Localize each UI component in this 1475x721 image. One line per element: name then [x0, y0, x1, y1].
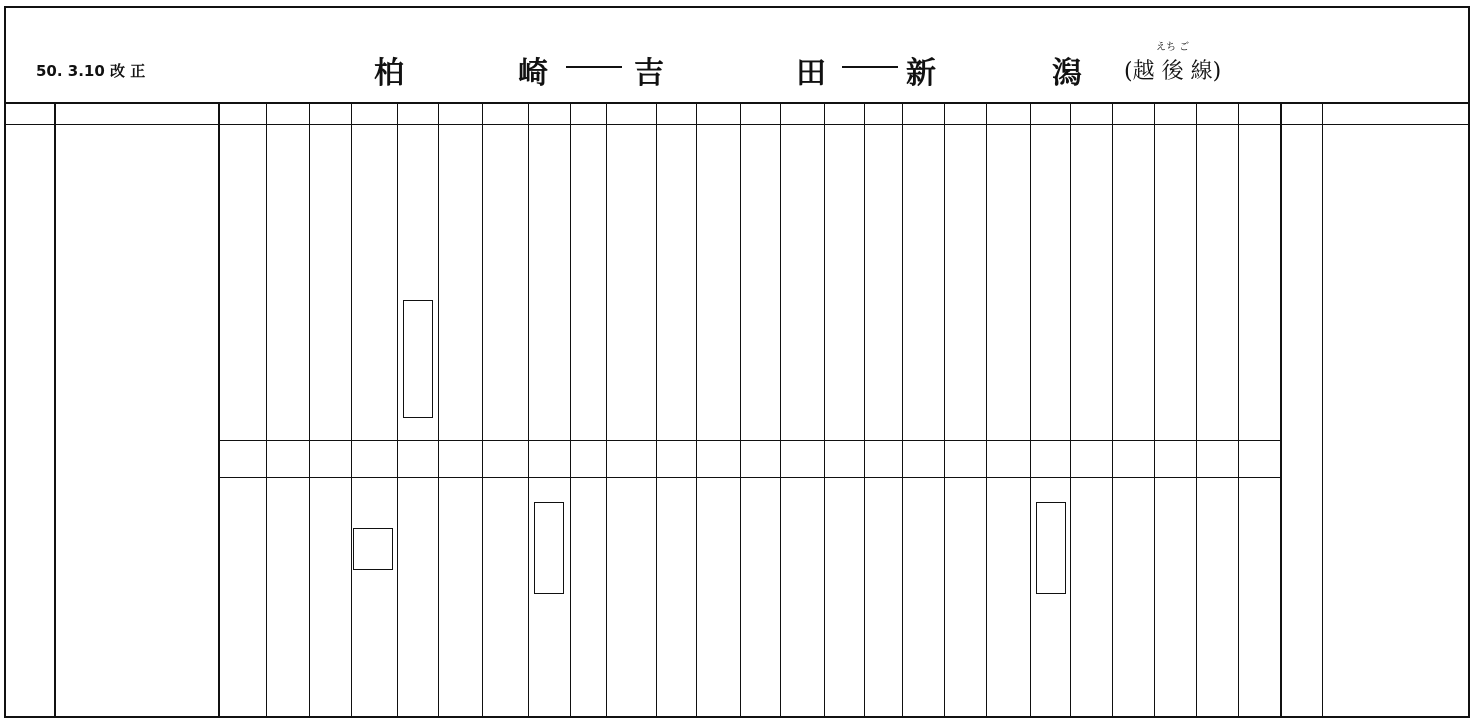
col-divider — [438, 104, 439, 718]
col-divider — [656, 104, 657, 718]
title-dash — [566, 66, 622, 68]
name-divider — [218, 104, 220, 718]
col-divider — [1196, 104, 1197, 718]
holiday-box — [534, 502, 564, 594]
timetable-sheet — [4, 6, 1470, 718]
line-ruby: えち ご — [1156, 42, 1190, 53]
col-divider — [482, 104, 483, 718]
col-divider — [780, 104, 781, 718]
col-divider — [944, 104, 945, 718]
holiday-box — [353, 528, 393, 570]
col-divider — [528, 104, 529, 718]
title-yoshi: 吉 — [634, 56, 664, 91]
col-divider — [351, 104, 352, 718]
col-divider — [397, 104, 398, 718]
col-divider — [1030, 104, 1031, 718]
col-divider — [864, 104, 865, 718]
header-rule — [6, 124, 1468, 125]
line-name: (越 後 線) — [1124, 59, 1222, 84]
yoshida-rule — [218, 440, 1280, 441]
col-divider — [902, 104, 903, 718]
timetable-grid — [6, 102, 1468, 718]
col-divider — [266, 104, 267, 718]
col-divider — [824, 104, 825, 718]
col-divider — [1238, 104, 1239, 718]
revision-date: 50. 3.10 改 正 — [36, 62, 146, 80]
kana-divider — [1322, 104, 1323, 718]
km-divider — [54, 104, 56, 718]
col-divider — [740, 104, 741, 718]
holiday-box — [1036, 502, 1066, 594]
col-divider — [986, 104, 987, 718]
title-dash — [842, 66, 898, 68]
holiday-box — [403, 300, 433, 418]
mid-rule — [218, 477, 1280, 478]
col-divider — [1154, 104, 1155, 718]
timetable-header — [6, 8, 1468, 102]
right-divider — [1280, 104, 1282, 718]
col-divider — [606, 104, 607, 718]
title-kashiwa: 柏 — [374, 56, 404, 91]
title-shin: 新 — [906, 56, 936, 91]
col-divider — [1112, 104, 1113, 718]
title-gata: 潟 — [1052, 56, 1082, 91]
col-divider — [309, 104, 310, 718]
col-divider — [696, 104, 697, 718]
col-divider — [1070, 104, 1071, 718]
title-zaki: 崎 — [518, 56, 548, 91]
col-divider — [570, 104, 571, 718]
title-da: 田 — [796, 56, 826, 91]
